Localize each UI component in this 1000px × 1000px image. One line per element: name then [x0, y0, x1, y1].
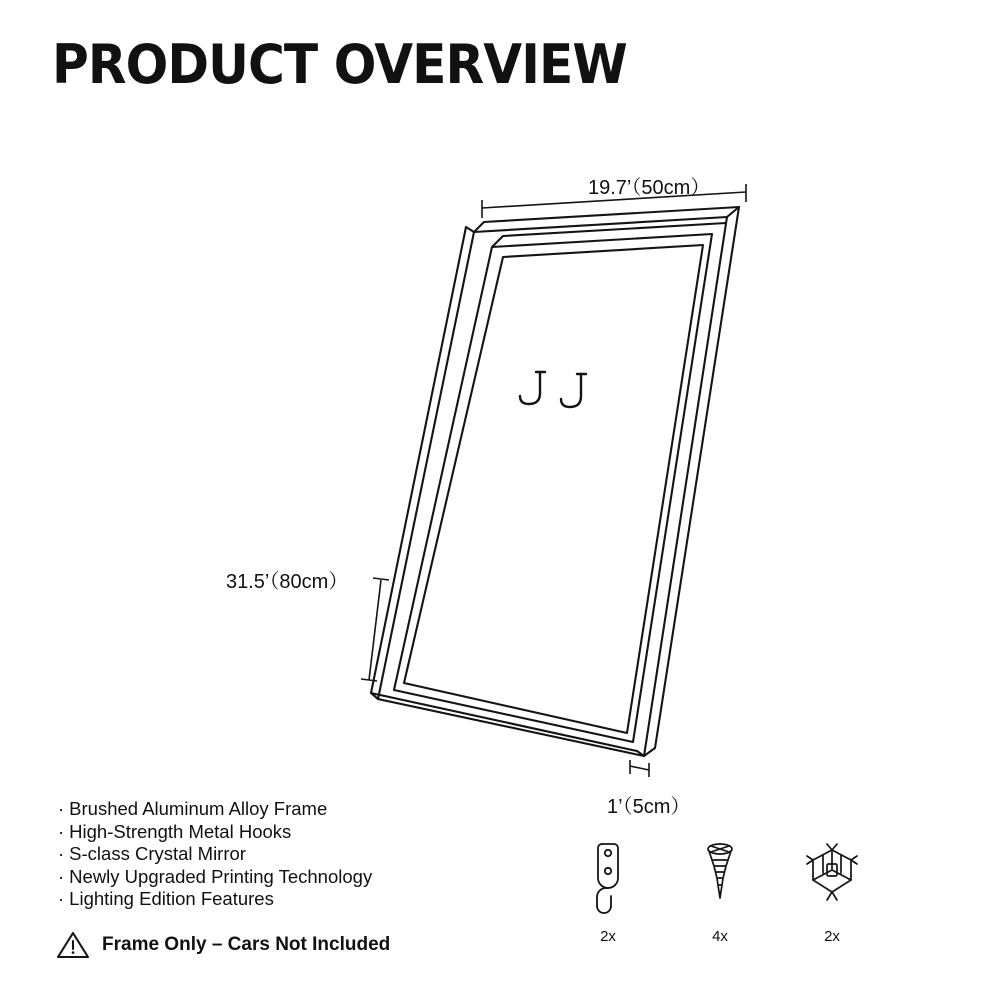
frame-outer-face — [378, 217, 727, 756]
list-item-label: Lighting Edition Features — [69, 888, 274, 909]
frame-top-depth-edge — [474, 207, 739, 232]
accessory-quantity: 2x — [600, 928, 616, 945]
list-bullet: · — [58, 865, 65, 887]
list-item — [58, 866, 478, 889]
list-item — [58, 888, 478, 911]
accessory-screw — [672, 840, 768, 945]
accessory-list — [560, 840, 880, 945]
list-item — [58, 798, 478, 821]
list-bullet: · — [58, 798, 65, 819]
feature-list — [58, 798, 478, 911]
list-item — [58, 821, 478, 844]
frame-left-depth-edge — [371, 227, 474, 699]
frame-right-depth-edge — [644, 207, 739, 756]
list-bullet: · — [58, 843, 65, 864]
list-item-label: Brushed Aluminum Alloy Frame — [69, 798, 328, 819]
list-item-label: High-Strength Metal Hooks — [69, 820, 292, 842]
height-dimension-label: 31.5’（80cm） — [226, 571, 349, 593]
list-item-label: S-class Crystal Mirror — [69, 843, 246, 864]
frame-bottom-depth-edge — [371, 693, 644, 756]
list-bullet: · — [58, 820, 65, 842]
warning-triangle-icon — [56, 930, 90, 960]
frame-inner-bevel — [394, 234, 712, 742]
accessory-quantity: 2x — [824, 928, 840, 945]
warning-label: Frame Only – Cars Not Included — [102, 934, 391, 955]
list-bullet: · — [58, 888, 65, 909]
list-item — [58, 843, 478, 866]
page-title: PRODUCT OVERVIEW — [52, 33, 627, 96]
depth-dimension-line — [630, 766, 649, 770]
list-item-label: Newly Upgraded Printing Technology — [69, 865, 373, 887]
accessory-wall-anchor — [784, 840, 880, 945]
accessory-wall-hook — [560, 840, 656, 945]
frame-top-inner-depth — [492, 223, 726, 247]
height-dimension-line — [369, 580, 381, 680]
warning-notice — [56, 930, 390, 960]
width-dimension-label: 19.7’（50cm） — [588, 177, 711, 199]
accessory-quantity: 4x — [712, 928, 728, 945]
anchor-icon — [799, 840, 865, 920]
hook-icon — [582, 840, 634, 920]
frame-mirror-opening — [404, 245, 703, 733]
double-hook-icon — [520, 372, 586, 407]
depth-dimension-label: 1’（5cm） — [607, 796, 691, 818]
screw-icon — [699, 840, 741, 920]
